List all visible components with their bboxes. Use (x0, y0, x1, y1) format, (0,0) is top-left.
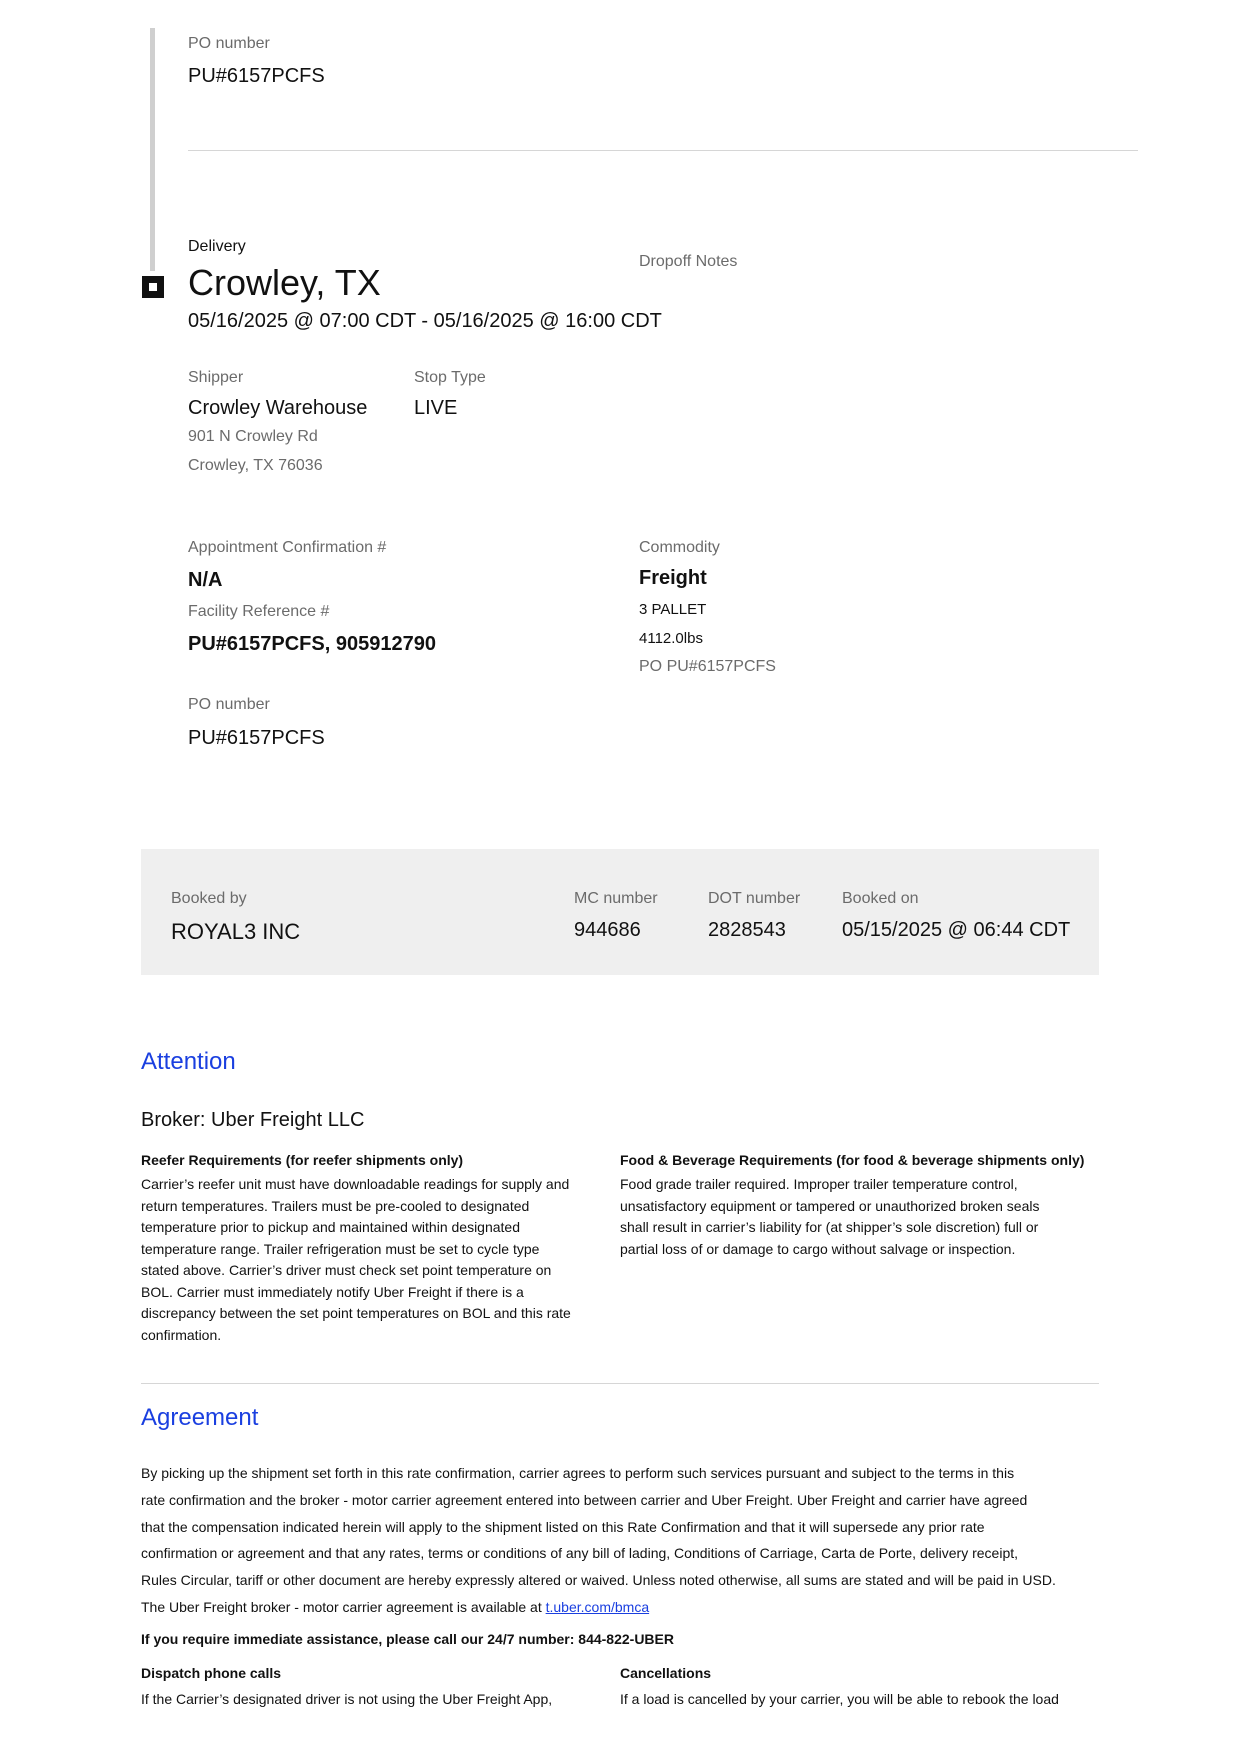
section-divider (188, 150, 1138, 151)
reefer-text-line: temperature range. Trailer refrigeration must be set to cycle type (141, 1240, 540, 1257)
agreement-text-line: that the compensation indicated herein will apply to the shipment listed on this Rate Confirmation and that it will supersede any prior rate (141, 1518, 985, 1535)
delivery-city: Crowley, TX (188, 262, 381, 303)
mc-number-value: 944686 (574, 919, 641, 941)
section-divider (141, 1383, 1099, 1384)
stop-timeline-line (150, 28, 155, 271)
booked-on-value: 05/15/2025 @ 06:44 CDT (842, 919, 1071, 941)
food-beverage-requirements-body (620, 1174, 1100, 1260)
agreement-body (141, 1460, 1121, 1594)
shipper-address-line1: 901 N Crowley Rd (188, 428, 318, 445)
dropoff-notes-label: Dropoff Notes (639, 253, 738, 270)
delivery-section-label: Delivery (188, 238, 246, 255)
booking-info-box (141, 849, 1099, 975)
reefer-requirements-title: Reefer Requirements (for reefer shipments only) (141, 1152, 464, 1168)
commodity-weight: 4112.0lbs (639, 630, 703, 647)
commodity-quantity: 3 PALLET (639, 601, 707, 618)
dispatch-calls-text: If the Carrier’s designated driver is not using the Uber Freight App, (141, 1691, 553, 1707)
reefer-text-line: discrepancy between the set point temperatures on BOL and this rate (141, 1305, 571, 1321)
shipper-address-line2: Crowley, TX 76036 (188, 457, 323, 474)
reefer-text-line: confirmation. (141, 1326, 222, 1343)
agreement-text-line: rate confirmation and the broker - motor carrier agreement entered into between carrier and Uber Freight. Uber Freight and carrier have agreed (141, 1491, 1028, 1508)
reefer-text-line: temperature prior to pickup and maintained within designated (141, 1219, 521, 1235)
agreement-link-line (141, 1594, 1121, 1621)
food-text-line: shall result in carrier’s liability for (at shipper’s sole discretion) full or (620, 1219, 1039, 1235)
commodity-po: PO PU#6157PCFS (639, 658, 776, 675)
reefer-text-line: stated above. Carrier’s driver must check set point temperature on (141, 1262, 552, 1278)
reefer-text-line: return temperatures. Trailers must be pre-cooled to designated (141, 1197, 530, 1214)
food-text-line: Food grade trailer required. Improper trailer temperature control, (620, 1176, 1018, 1192)
dot-number-label: DOT number (708, 890, 801, 907)
agreement-text-line: confirmation or agreement and that any rates, terms or conditions of any bill of lading, Conditions of Carriage, Carta de Porte, delivery receipt, (141, 1545, 1019, 1562)
mc-number-label: MC number (574, 890, 658, 907)
agreement-text-line: By picking up the shipment set forth in this rate confirmation, carrier agrees to perform such services pursuant and subject to the terms in this (141, 1465, 1015, 1481)
food-beverage-requirements-title: Food & Beverage Requirements (for food & beverage shipments only) (620, 1152, 1085, 1168)
reefer-requirements-body (141, 1174, 601, 1346)
attention-heading: Attention (141, 1048, 236, 1075)
delivery-po-label: PO number (188, 696, 270, 713)
food-text-line: partial loss of or damage to cargo without salvage or inspection. (620, 1240, 1016, 1257)
dispatch-calls-title: Dispatch phone calls (141, 1665, 282, 1681)
booked-by-value: ROYAL3 INC (171, 919, 301, 944)
dot-number-value: 2828543 (708, 919, 786, 941)
shipper-label: Shipper (188, 369, 244, 386)
appointment-label: Appointment Confirmation # (188, 539, 387, 556)
stop-type-value: LIVE (414, 397, 458, 419)
facility-reference-label: Facility Reference # (188, 603, 330, 620)
appointment-value: N/A (188, 569, 223, 591)
commodity-value: Freight (639, 567, 707, 589)
agreement-text-line: Rules Circular, tariff or other document are hereby expressly altered or waived. Unless noted otherwise, all sums are stated and will be paid in USD. (141, 1572, 1056, 1589)
broker-name: Broker: Uber Freight LLC (141, 1109, 365, 1131)
delivery-window: 05/16/2025 @ 07:00 CDT - 05/16/2025 @ 16:00 CDT (188, 310, 662, 332)
shipper-name: Crowley Warehouse (188, 397, 368, 419)
agreement-heading: Agreement (141, 1404, 259, 1431)
delivery-po-value: PU#6157PCFS (188, 727, 325, 749)
stop-marker-icon (142, 276, 164, 298)
reefer-text-line: BOL. Carrier must immediately notify Uber Freight if there is a (141, 1283, 524, 1300)
food-text-line: unsatisfactory equipment or tampered or unauthorized broken seals (620, 1197, 1040, 1214)
bmca-link[interactable]: t.uber.com/bmca (545, 1599, 650, 1615)
agreement-link-prefix: The Uber Freight broker - motor carrier agreement is available at (141, 1599, 546, 1615)
top-po-label: PO number (188, 35, 270, 52)
stop-type-label: Stop Type (414, 369, 486, 386)
reefer-text-line: Carrier’s reefer unit must have downloadable readings for supply and (141, 1176, 570, 1192)
top-po-value: PU#6157PCFS (188, 65, 325, 87)
cancellations-title: Cancellations (620, 1665, 712, 1681)
assistance-line: If you require immediate assistance, please call our 24/7 number: 844-822-UBER (141, 1631, 674, 1647)
booked-on-label: Booked on (842, 890, 919, 907)
booked-by-label: Booked by (171, 890, 247, 907)
facility-reference-value: PU#6157PCFS, 905912790 (188, 633, 436, 655)
commodity-label: Commodity (639, 539, 720, 556)
cancellations-text: If a load is cancelled by your carrier, you will be able to rebook the load (620, 1691, 1059, 1707)
